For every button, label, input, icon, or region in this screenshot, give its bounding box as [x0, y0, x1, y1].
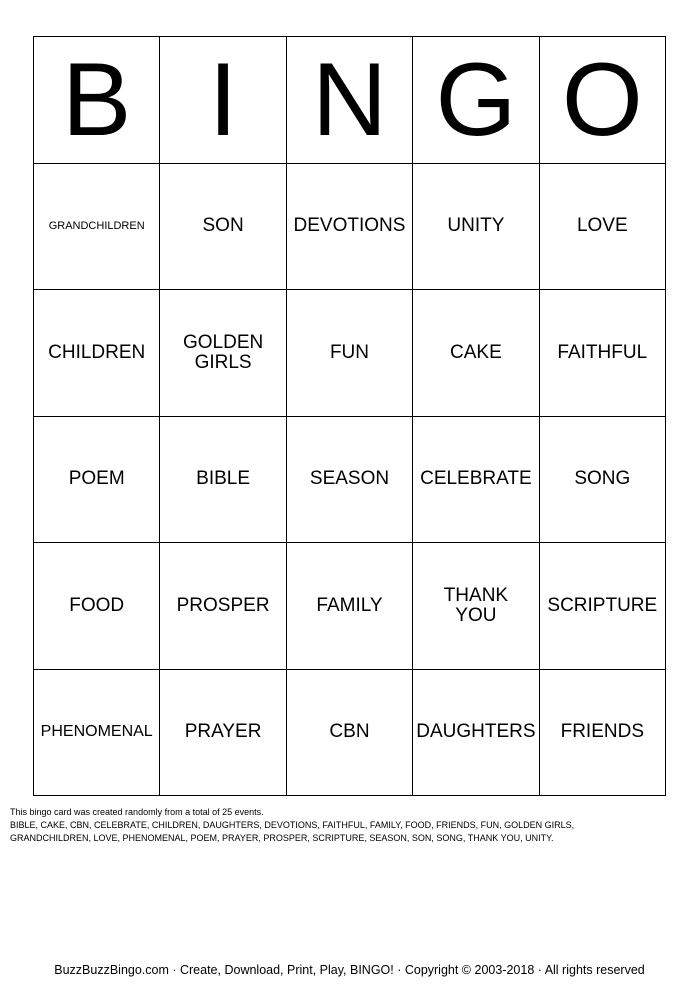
info-line-events-2: GRANDCHILDREN, LOVE, PHENOMENAL, POEM, PRAYER, PROSPER, SCRIPTURE, SEASON, SON, SONG, THANK YOU, UNITY.	[10, 833, 554, 843]
bingo-cell: SONG	[540, 417, 666, 544]
header-letter-b: B	[34, 37, 160, 164]
bingo-cell: GOLDEN GIRLS	[160, 290, 286, 417]
bingo-cell: PROSPER	[160, 543, 286, 670]
footer-copyright: BuzzBuzzBingo.com · Create, Download, Print, Play, BINGO! · Copyright © 2003-2018 · All rights reserved	[54, 963, 645, 977]
bingo-cell: FAITHFUL	[540, 290, 666, 417]
bingo-cell: POEM	[34, 417, 160, 544]
bingo-cell: FAMILY	[287, 543, 413, 670]
bingo-cell: DEVOTIONS	[287, 164, 413, 291]
header-letter-o: O	[540, 37, 666, 164]
bingo-cell: LOVE	[540, 164, 666, 291]
info-line-events-1: BIBLE, CAKE, CBN, CELEBRATE, CHILDREN, DAUGHTERS, DEVOTIONS, FAITHFUL, FAMILY, FOOD, FRIENDS, FUN, GOLDEN GIRLS,	[10, 820, 575, 830]
bingo-cell: PRAYER	[160, 670, 286, 797]
header-letter-n: N	[287, 37, 413, 164]
bingo-cell: CBN	[287, 670, 413, 797]
bingo-cell: FUN	[287, 290, 413, 417]
info-line-count: This bingo card was created randomly from a total of 25 events.	[10, 807, 264, 817]
event-list-info	[10, 806, 690, 845]
header-letter-g: G	[413, 37, 539, 164]
bingo-cell: UNITY	[413, 164, 539, 291]
bingo-card	[33, 36, 666, 796]
bingo-cell: BIBLE	[160, 417, 286, 544]
bingo-cell: FRIENDS	[540, 670, 666, 797]
bingo-cell: CELEBRATE	[413, 417, 539, 544]
bingo-cell: THANK YOU	[413, 543, 539, 670]
bingo-cell: FOOD	[34, 543, 160, 670]
bingo-cell: CHILDREN	[34, 290, 160, 417]
bingo-cell: SEASON	[287, 417, 413, 544]
bingo-cell: SCRIPTURE	[540, 543, 666, 670]
bingo-cell: PHENOMENAL	[34, 670, 160, 797]
header-letter-i: I	[160, 37, 286, 164]
bingo-cell: CAKE	[413, 290, 539, 417]
bingo-cell: DAUGHTERS	[413, 670, 539, 797]
bingo-cell: SON	[160, 164, 286, 291]
bingo-cell: GRANDCHILDREN	[34, 164, 160, 291]
